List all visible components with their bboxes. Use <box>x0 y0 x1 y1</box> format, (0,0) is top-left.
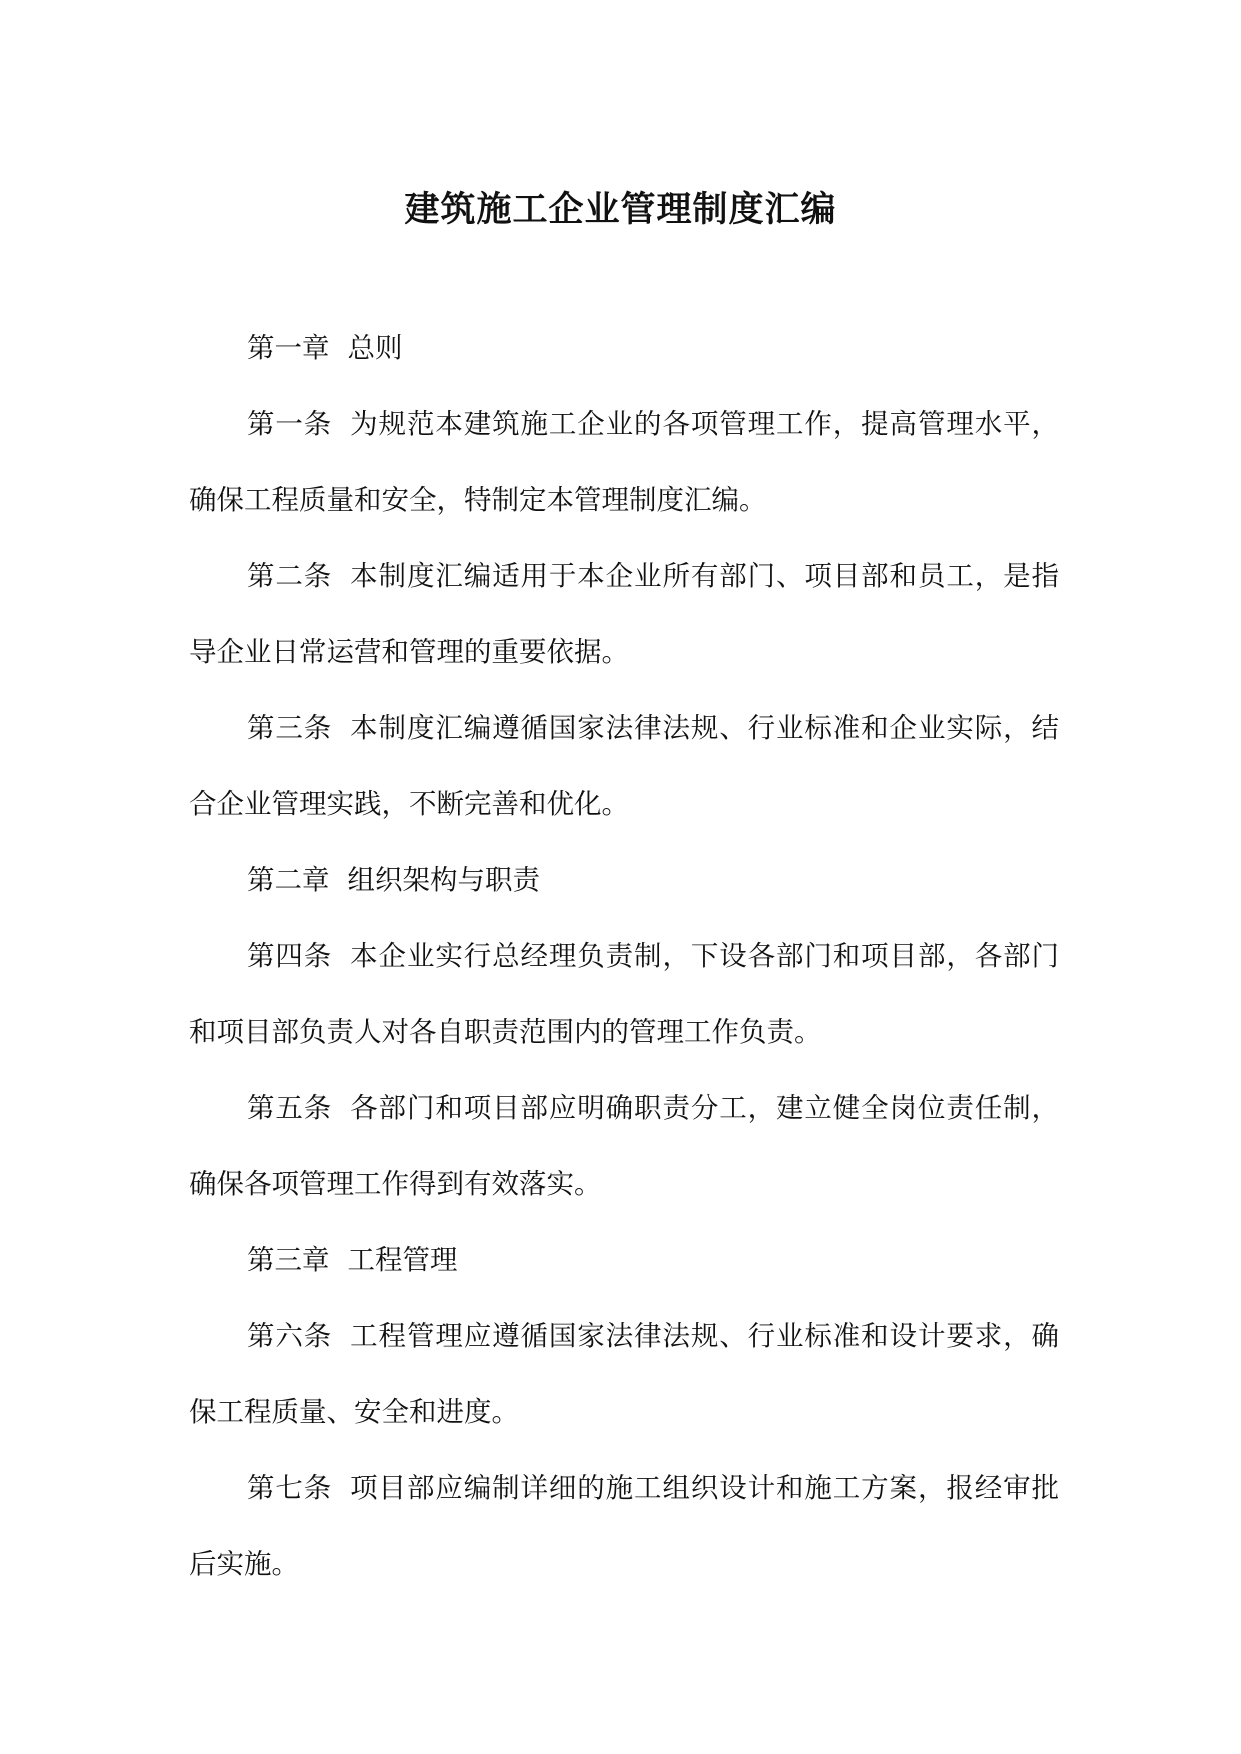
article-paragraph <box>189 1298 1059 1450</box>
document-body <box>189 310 1059 1602</box>
article-text: 项目部应编制详细的施工组织设计和施工方案，报经审批后实施。 <box>189 1472 1060 1580</box>
article-paragraph <box>189 690 1059 842</box>
article-text: 本企业实行总经理负责制，下设各部门和项目部，各部门和项目部负责人对各自职责范围内的管理工作负责。 <box>189 940 1060 1048</box>
article-label: 第一条 <box>247 408 333 440</box>
document-title: 建筑施工企业管理制度汇编 <box>404 189 837 230</box>
article-text: 为规范本建筑施工企业的各项管理工作，提高管理水平，确保工程质量和安全，特制定本管理制度汇编。 <box>189 408 1060 516</box>
article-label: 第三条 <box>247 712 333 744</box>
chapter-heading <box>189 310 1059 386</box>
chapter-label: 第二章 <box>247 864 330 896</box>
chapter-heading <box>189 1222 1059 1298</box>
article-label: 第七条 <box>247 1472 333 1504</box>
chapter-label: 第三章 <box>247 1244 330 1276</box>
chapter-heading <box>189 842 1059 918</box>
article-label: 第六条 <box>247 1320 333 1352</box>
article-paragraph <box>189 1070 1059 1222</box>
article-label: 第五条 <box>247 1092 333 1124</box>
article-paragraph <box>189 918 1059 1070</box>
article-label: 第四条 <box>247 940 333 972</box>
article-paragraph <box>189 1450 1059 1602</box>
article-paragraph <box>189 538 1059 690</box>
article-label: 第二条 <box>247 560 333 592</box>
chapter-title: 工程管理 <box>347 1244 458 1276</box>
article-text: 各部门和项目部应明确职责分工，建立健全岗位责任制，确保各项管理工作得到有效落实。 <box>189 1092 1060 1200</box>
article-text: 工程管理应遵循国家法律法规、行业标准和设计要求，确保工程质量、安全和进度。 <box>189 1320 1060 1428</box>
chapter-title: 组织架构与职责 <box>347 864 540 896</box>
chapter-title: 总则 <box>347 332 403 364</box>
article-paragraph <box>189 386 1059 538</box>
article-text: 本制度汇编遵循国家法律法规、行业标准和企业实际，结合企业管理实践，不断完善和优化。 <box>189 712 1060 820</box>
chapter-label: 第一章 <box>247 332 330 364</box>
article-text: 本制度汇编适用于本企业所有部门、项目部和员工，是指导企业日常运营和管理的重要依据。 <box>189 560 1060 668</box>
